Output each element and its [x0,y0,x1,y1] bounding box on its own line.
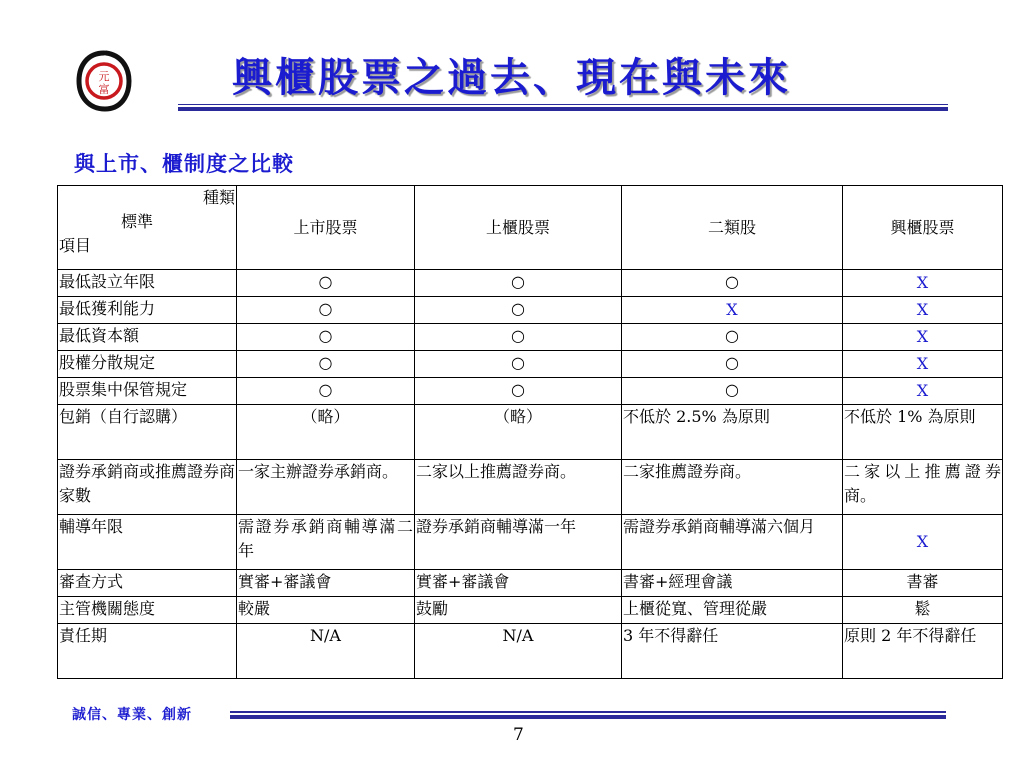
row-label: 最低設立年限 [58,270,237,297]
table-cell: 上櫃從寬、管理從嚴 [622,597,843,624]
table-cell: ○ [415,378,622,405]
table-cell: 較嚴 [237,597,415,624]
table-cell: ○ [622,324,843,351]
table-cell: ○ [237,297,415,324]
table-cell: X [622,297,843,324]
table-row [58,378,1003,405]
table-cell: （略） [237,405,415,460]
table-cell: 二家以上推薦證券商。 [415,460,622,515]
table-cell: ○ [237,351,415,378]
table-cell: ○ [622,378,843,405]
table-cell: ○ [415,351,622,378]
table-cell: X [843,515,1003,570]
table-cell: N/A [415,624,622,679]
row-label: 股票集中保管規定 [58,378,237,405]
table-cell: （略） [415,405,622,460]
table-cell: ○ [415,324,622,351]
table-row [58,597,1003,624]
row-label: 主管機關態度 [58,597,237,624]
row-label: 審查方式 [58,570,237,597]
table-cell: 實審+審議會 [415,570,622,597]
row-label: 最低資本額 [58,324,237,351]
table-cell: X [843,378,1003,405]
table-cell: 鬆 [843,597,1003,624]
table-row [58,270,1003,297]
table-cell: 書審+經理會議 [622,570,843,597]
table-cell: 3 年不得辭任 [622,624,843,679]
table-header-row [58,186,1003,270]
table-row [58,624,1003,679]
row-label: 責任期 [58,624,237,679]
row-label: 證券承銷商或推薦證券商家數 [58,460,237,515]
footer-slogan: 誠信、專業、創新 [72,707,192,723]
company-logo [76,50,132,112]
page-number: 7 [513,725,524,745]
table-cell: X [843,297,1003,324]
table-row [58,570,1003,597]
table-cell: 需證券承銷商輔導滿六個月 [622,515,843,570]
header-col-emerging: 興櫃股票 [843,186,1003,270]
corner-label-type: 種類 [202,188,235,207]
table-cell: N/A [237,624,415,679]
table-body [58,186,1003,679]
row-label: 輔導年限 [58,515,237,570]
table-cell: 書審 [843,570,1003,597]
header-col-listed: 上市股票 [237,186,415,270]
table-row [58,460,1003,515]
header-corner-cell [58,186,237,270]
title-underline [178,104,948,111]
row-label: 股權分散規定 [58,351,237,378]
table-cell: ○ [415,270,622,297]
corner-label-standard: 標準 [121,212,154,231]
table-cell: 一家主辦證券承銷商。 [237,460,415,515]
row-label: 最低獲利能力 [58,297,237,324]
table-cell: 需證券承銷商輔導滿二年 [237,515,415,570]
table-cell: 原則 2 年不得辭任 [843,624,1003,679]
table-row [58,324,1003,351]
page-title: 興櫃股票之過去、現在與未來 [232,54,791,101]
table-cell: ○ [622,351,843,378]
table-row [58,515,1003,570]
table-cell: 證券承銷商輔導滿一年 [415,515,622,570]
section-subtitle: 與上市、櫃制度之比較 [74,151,294,176]
table-cell: 不低於 1% 為原則 [843,405,1003,460]
footer-rule [230,711,946,719]
logo-text-bottom: 富 [98,83,110,96]
table-cell: X [843,270,1003,297]
table-cell: ○ [415,297,622,324]
corner-label-item: 項目 [59,236,92,255]
comparison-table [57,185,1003,679]
table-cell: ○ [622,270,843,297]
table-cell: X [843,351,1003,378]
table-row [58,297,1003,324]
table-cell: 實審+審議會 [237,570,415,597]
table-cell: 鼓勵 [415,597,622,624]
table-cell: ○ [237,324,415,351]
table-cell: X [843,324,1003,351]
table-cell: ○ [237,378,415,405]
header-col-otc: 上櫃股票 [415,186,622,270]
header-col-class-two: 二類股 [622,186,843,270]
row-label: 包銷（自行認購） [58,405,237,460]
table-cell: 二家推薦證券商。 [622,460,843,515]
logo-text-top: 元 [98,70,110,83]
table-row [58,405,1003,460]
table-row [58,351,1003,378]
table-cell: 二家以上推薦證券商。 [843,460,1003,515]
table-cell: ○ [237,270,415,297]
table-cell: 不低於 2.5% 為原則 [622,405,843,460]
